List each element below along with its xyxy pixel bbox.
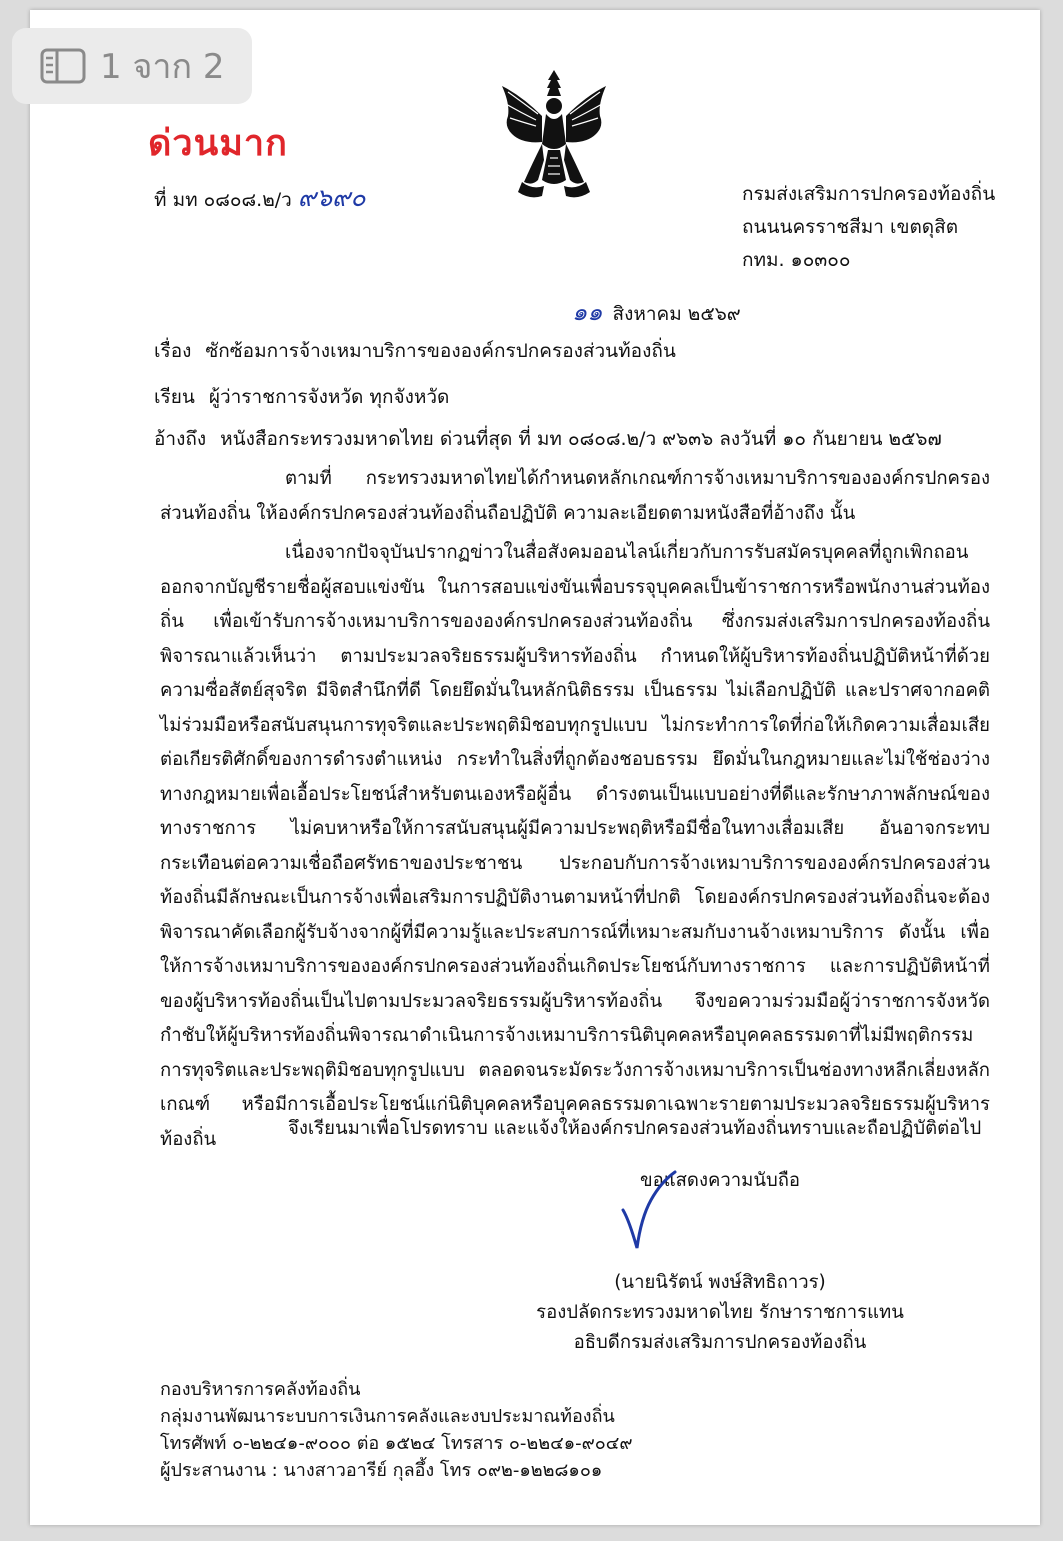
subject-text: ซักซ้อมการจ้างเหมาบริการขององค์กรปกครองส่วนท้องถิ่น	[205, 340, 676, 362]
footer-line: กองบริหารการคลังท้องถิ่น	[160, 1379, 361, 1400]
page-indicator[interactable]	[12, 28, 252, 104]
reference-label: อ้างถึง	[154, 428, 207, 450]
footer-line: โทรศัพท์ ๐-๒๒๔๑-๙๐๐๐ ต่อ ๑๕๒๔ โทรสาร ๐-๒๒๔๑-๙๐๔๙	[160, 1433, 633, 1454]
sidebar-toggle-icon	[40, 48, 86, 84]
contact-footer	[160, 1376, 633, 1484]
urgency-label: ด่วนมาก	[148, 123, 288, 164]
handwritten-date-day: ๑๑	[572, 298, 603, 326]
regards: ขอแสดงความนับถือ	[639, 1170, 801, 1191]
handwritten-signature	[615, 1170, 695, 1260]
recipient-label: เรียน	[154, 386, 195, 408]
paragraph-2: เนื่องจากปัจจุบันปรากฏข่าวในสื่อสังคมออนไลน์เกี่ยวกับการรับสมัครบุคคลที่ถูกเพิกถอนออกจากบัญชีรายชื่อผู้สอบแข่งขัน ในการสอบแข่งขันเพื่อบรรจุบุคคลเป็นข้าราชการหรือพนักงานส่วนท้องถิ่น เพื่อเข้ารับการจ้างเหมาบริการขององค์กรปกครองส่วนท้องถิ่น ซึ่งกรมส่งเสริมการปกครองท้องถิ่นพิจารณาแล้วเห็นว่า ตามประมวลจริยธรรมผู้บริหารท้องถิ่น กำหนดให้ผู้บริหารท้องถิ่นปฏิบัติหน้าที่ด้วยความซื่อสัตย์สุจริต มีจิตสำนึกที่ดี โดยยึดมั่นในหลักนิติธรรม เป็นธรรม ไม่เลือกปฏิบัติ และปราศจากอคติ ไม่ร่วมมือหรือสนับสนุนการทุจริตและประพฤติมิชอบทุกรูปแบบ ไม่กระทำการใดที่ก่อให้เกิดความเสื่อมเสียต่อเกียรติศักดิ์ของการดำรงตำแหน่ง กระทำในสิ่งที่ถูกต้องชอบธรรม ยึดมั่นในกฎหมายและไม่ใช้ช่องว่างทางกฎหมายเพื่อเอื้อประโยชน์สำหรับตนเองหรือผู้อื่น ดำรงตนเป็นแบบอย่างที่ดีและรักษาภาพลักษณ์ของทางราชการ ไม่คบหาหรือให้การสนับสนุนผู้มีความประพฤติหรือมีชื่อในทางเสื่อมเสีย อันอาจกระทบกระเทือนต่อความเชื่อถือศรัทธาของประชาชน ประกอบกับการจ้างเหมาบริการขององค์กรปกครองส่วนท้องถิ่นมีลักษณะเป็นการจ้างเพื่อเสริมการปฏิบัติงานตามหน้าที่ปกติ โดยองค์กรปกครองส่วนท้องถิ่นจะต้องพิจารณาคัดเลือกผู้รับจ้างจากผู้ที่มีความรู้และประสบการณ์ที่เหมาะสมกับงานจ้างเหมาบริการ ดังนั้น เพื่อให้การจ้างเหมาบริการขององค์กรปกครองส่วนท้องถิ่นเกิดประโยชน์กับทางราชการ และการปฏิบัติหน้าที่ของผู้บริหารท้องถิ่นเป็นไปตามประมวลจริยธรรมผู้บริหารท้องถิ่น จึงขอความร่วมมือผู้ว่าราชการจังหวัดกำชับให้ผู้บริหารท้องถิ่นพิจารณาดำเนินการจ้างเหมาบริการนิติบุคคลหรือบุคคลธรรมดาที่ไม่มีพฤติกรรมการทุจริตและประพฤติมิชอบทุกรูปแบบ ตลอดจนระมัดระวังการจ้างเหมาบริการเป็นช่องทางหลีกเลี่ยงหลักเกณฑ์ หรือมีการเอื้อประโยชน์แก่นิติบุคคลหรือบุคคลธรรมดาเฉพาะรายตามประมวลจริยธรรมผู้บริหารท้องถิ่น	[160, 542, 990, 1150]
reference-line	[154, 424, 942, 454]
footer-line: ผู้ประสานงาน : นางสาวอารีย์ กุลอึ้ง โทร ๐๙๒-๑๒๒๘๑๐๑	[160, 1460, 603, 1481]
address-line: กทม. ๑๐๓๐๐	[742, 249, 851, 271]
reference-text: หนังสือกระทรวงมหาดไทย ด่วนที่สุด ที่ มท ๐๘๐๘.๒/ว ๙๖๓๖ ลงวันที่ ๑๐ กันยายน ๒๕๖๗	[220, 428, 942, 450]
closing-line: จึงเรียนมาเพื่อโปรดทราบ และแจ้งให้องค์กรปกครองส่วนท้องถิ่นทราบและถือปฏิบัติต่อไป	[288, 1118, 982, 1139]
recipient-text: ผู้ว่าราชการจังหวัด ทุกจังหวัด	[208, 386, 450, 408]
subject-line	[154, 336, 676, 366]
sender-address	[742, 178, 995, 277]
recipient-line	[154, 382, 449, 412]
signer-title: รองปลัดกระทรวงมหาดไทย รักษาราชการแทน	[536, 1302, 904, 1323]
handwritten-reference-number: ๙๖๙๐	[297, 183, 366, 212]
reference-number	[154, 178, 366, 218]
date-month-year: สิงหาคม ๒๕๖๙	[612, 303, 741, 325]
page-indicator-text: 1 จาก 2	[100, 47, 225, 87]
reference-prefix: ที่ มท ๐๘๐๘.๒/ว	[154, 189, 292, 211]
subject-label: เรื่อง	[154, 340, 192, 362]
address-line: กรมส่งเสริมการปกครองท้องถิ่น	[742, 183, 996, 205]
garuda-emblem	[494, 66, 614, 206]
address-line: ถนนนครราชสีมา เขตดุสิต	[742, 216, 959, 238]
signer-name: (นายนิรัตน์ พงษ์สิทธิถาวร)	[614, 1272, 826, 1293]
footer-line: กลุ่มงานพัฒนาระบบการเงินการคลังและงบประมาณท้องถิ่น	[160, 1406, 615, 1427]
signer-title: อธิบดีกรมส่งเสริมการปกครองท้องถิ่น	[573, 1332, 867, 1353]
letter-date	[572, 292, 741, 331]
document-page	[30, 10, 1040, 1525]
paragraph-1: ตามที่ กระทรวงมหาดไทยได้กำหนดหลักเกณฑ์การจ้างเหมาบริการขององค์กรปกครองส่วนท้องถิ่น ให้องค์กรปกครองส่วนท้องถิ่นถือปฏิบัติ ความละเอียดตามหนังสือที่อ้างถึง นั้น	[160, 468, 990, 524]
